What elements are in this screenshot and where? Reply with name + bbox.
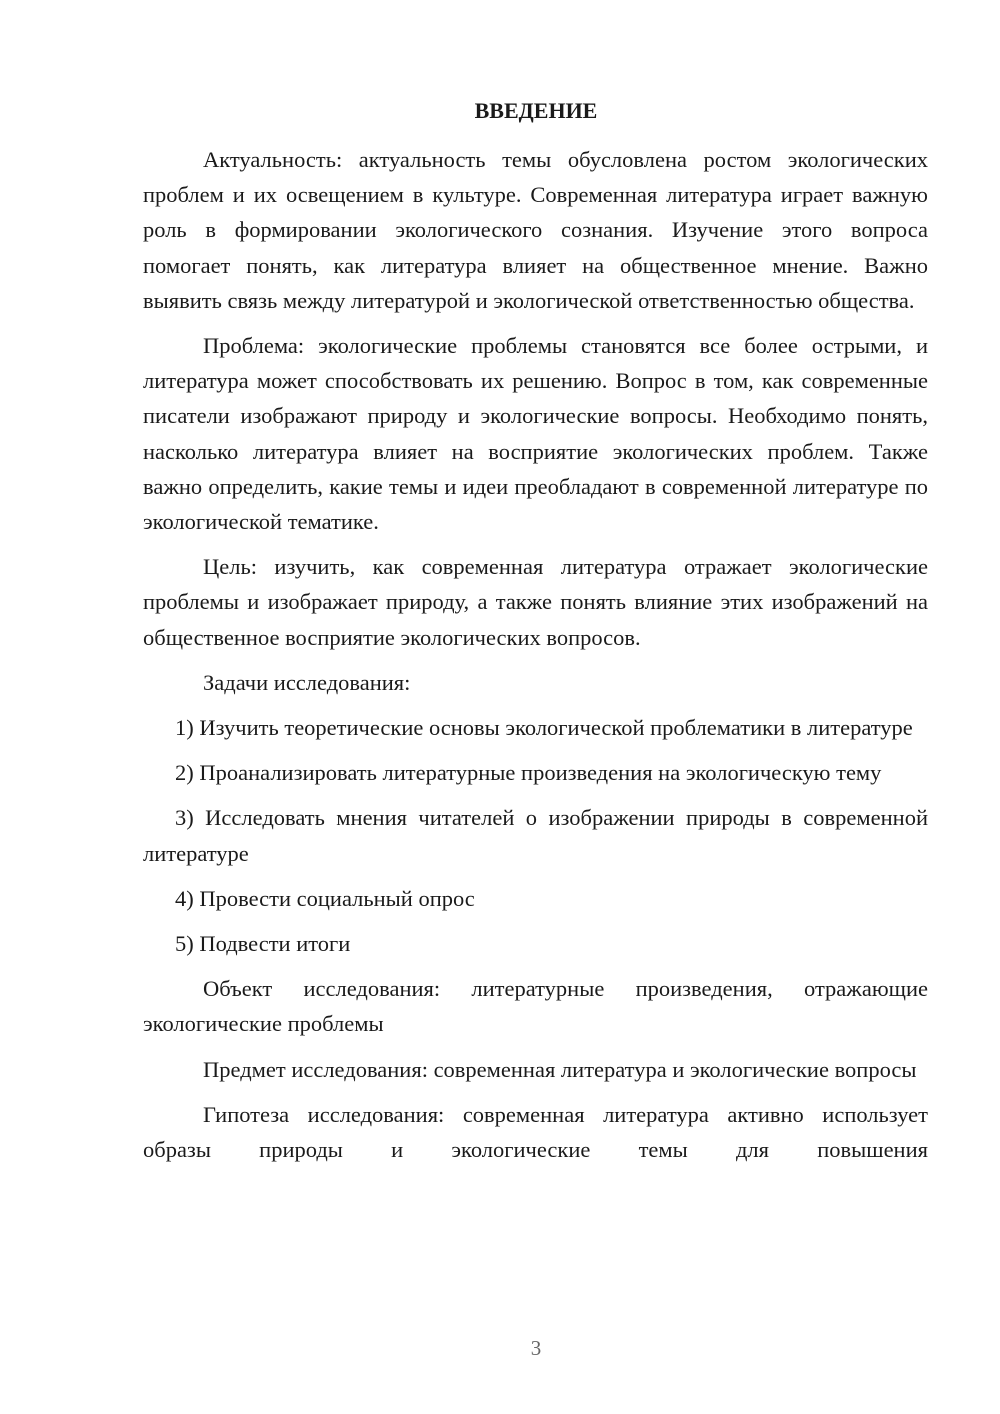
paragraph-problem: Проблема: экологические проблемы становятся все более острыми, и литература может способствовать их решению. Вопрос в том, как современные писатели изображают природу и экологические вопросы. Необходимо понять, насколько литература влияет на восприятие экологических проблем. Также важно определить, какие темы и идеи преобладают в современной литературе по экологической тематике. [143, 333, 928, 535]
task-item-5: 5) Подвести итоги [175, 931, 351, 957]
page-number: 3 [530, 1336, 542, 1360]
paragraph-object: Объект исследования: литературные произведения, отражающие экологические проблемы [143, 976, 928, 1037]
task-item-3: 3) Исследовать мнения читателей о изображении природы в современной литературе [143, 805, 928, 866]
tasks-heading: Задачи исследования: [203, 669, 411, 695]
task-item-2: 2) Проанализировать литературные произведения на экологическую тему [175, 760, 882, 786]
paragraph-hypothesis: Гипотеза исследования: современная литература активно использует образы природы и экологические темы для повышения [143, 1101, 928, 1163]
document-body [143, 142, 928, 1177]
task-item-4: 4) Провести социальный опрос [175, 885, 475, 911]
paragraph-goal: Цель: изучить, как современная литература отражает экологические проблемы и изображает природу, а также понять влияние этих изображений на общественное восприятие экологических вопросов. [143, 554, 928, 650]
task-item-1: 1) Изучить теоретические основы экологической проблематики в литературе [175, 715, 913, 741]
paragraph-subject: Предмет исследования: современная литература и экологические вопросы [203, 1056, 917, 1082]
page-title: ВВЕДЕНИЕ [474, 98, 598, 123]
paragraph-relevance: Актуальность: актуальность темы обусловлена ростом экологических проблем и их освещением в культуре. Современная литература играет важную роль в формировании экологического сознания. Изучение этого вопроса помогает понять, как литература влияет на общественное мнение. Важно выявить связь между литературой и экологической ответственностью общества. [143, 147, 928, 313]
